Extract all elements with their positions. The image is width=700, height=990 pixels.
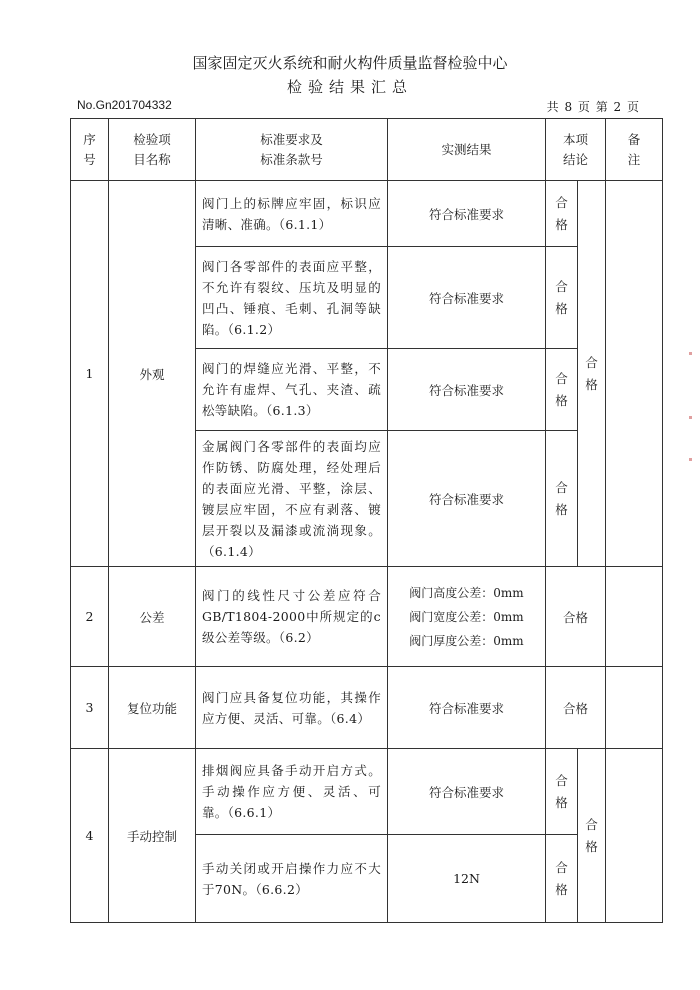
result-cell: 12N <box>388 835 546 923</box>
result-cell <box>388 567 546 667</box>
result-cell: 符合标准要求 <box>388 247 546 349</box>
edge-mark <box>689 352 692 355</box>
report-number: No.Gn201704332 <box>77 98 172 112</box>
header-seq: 序 号 <box>71 119 109 181</box>
doc-title: 检验结果汇总 <box>286 78 413 96</box>
sub-conclusion-cell: 合 格 <box>546 349 578 431</box>
sub-conclusion-cell: 合 格 <box>546 431 578 567</box>
standard-cell: 阀门上的标牌应牢固，标识应清晰、准确。（6.1.1） <box>196 181 388 247</box>
header-standard: 标准要求及 标准条款号 <box>196 119 388 181</box>
item-name-cell: 手动控制 <box>109 749 196 923</box>
edge-mark <box>689 416 692 419</box>
standard-cell: 阀门应具备复位功能，其操作应方便、灵活、可靠。（6.4） <box>196 667 388 749</box>
note-cell <box>606 667 663 749</box>
seq-cell: 3 <box>71 667 109 749</box>
item-name-cell: 公差 <box>109 567 196 667</box>
note-cell <box>606 181 663 567</box>
header-result: 实测结果 <box>388 119 546 181</box>
header-row <box>71 119 663 181</box>
table-row <box>71 667 663 749</box>
result-cell: 符合标准要求 <box>388 181 546 247</box>
result-cell: 符合标准要求 <box>388 431 546 567</box>
standard-cell: 排烟阀应具备手动开启方式。手动操作应方便、灵活、可靠。（6.6.1） <box>196 749 388 835</box>
results-table <box>70 118 663 923</box>
sub-conclusion-cell: 合 格 <box>546 181 578 247</box>
table-row <box>71 181 663 247</box>
table-row <box>71 749 663 835</box>
header-note: 备 注 <box>606 119 663 181</box>
result-cell: 符合标准要求 <box>388 667 546 749</box>
tolerance-height: 阀门高度公差：0mm <box>409 585 524 600</box>
item-conclusion-cell: 合 格 <box>578 181 606 567</box>
item-name-cell: 复位功能 <box>109 667 196 749</box>
tolerance-thickness: 阀门厚度公差：0mm <box>409 633 524 648</box>
sub-conclusion-cell: 合 格 <box>546 835 578 923</box>
sub-conclusion-cell: 合 格 <box>546 749 578 835</box>
item-conclusion-cell: 合格 <box>546 567 606 667</box>
seq-cell: 1 <box>71 181 109 567</box>
page-info: 共 8 页 第 2 页 <box>546 100 640 114</box>
item-conclusion-cell: 合 格 <box>578 749 606 923</box>
sub-conclusion-cell: 合 格 <box>546 247 578 349</box>
standard-cell: 金属阀门各零部件的表面均应作防锈、防腐处理，经处理后的表面应光滑、平整，涂层、镀层应牢固，不应有剥落、镀层开裂以及漏漆或流淌现象。（6.1.4） <box>196 431 388 567</box>
header-conclusion: 本项 结论 <box>546 119 606 181</box>
note-cell <box>606 567 663 667</box>
standard-cell: 手动关闭或开启操作力应不大于70N。（6.6.2） <box>196 835 388 923</box>
standard-cell: 阀门的焊缝应光滑、平整，不允许有虚焊、气孔、夹渣、疏松等缺陷。（6.1.3） <box>196 349 388 431</box>
item-conclusion-cell: 合格 <box>546 667 606 749</box>
header-item: 检验项 目名称 <box>109 119 196 181</box>
edge-mark <box>689 458 692 461</box>
tolerance-width: 阀门宽度公差：0mm <box>409 609 524 624</box>
note-cell <box>606 749 663 923</box>
seq-cell: 4 <box>71 749 109 923</box>
standard-cell: 阀门的线性尺寸公差应符合GB/T1804-2000中所规定的c级公差等级。（6.2） <box>196 567 388 667</box>
result-cell: 符合标准要求 <box>388 749 546 835</box>
standard-cell: 阀门各零部件的表面应平整，不允许有裂纹、压坑及明显的凹凸、锤痕、毛刺、孔洞等缺陷。（6.1.2） <box>196 247 388 349</box>
item-name-cell: 外观 <box>109 181 196 567</box>
seq-cell: 2 <box>71 567 109 667</box>
result-cell: 符合标准要求 <box>388 349 546 431</box>
table-row <box>71 567 663 667</box>
org-title: 国家固定灭火系统和耐火构件质量监督检验中心 <box>192 54 508 72</box>
